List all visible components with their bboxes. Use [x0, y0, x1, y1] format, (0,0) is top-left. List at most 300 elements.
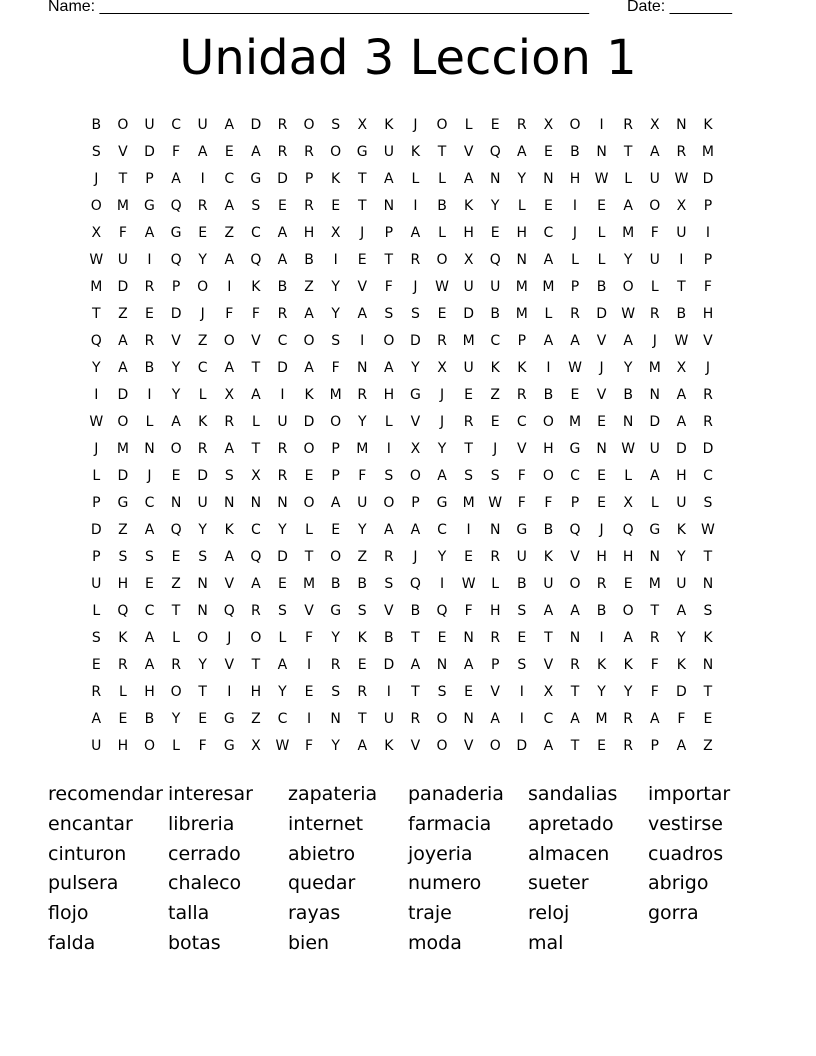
- grid-letter: F: [517, 495, 526, 511]
- grid-row: [83, 112, 721, 139]
- grid-letter: S: [703, 603, 713, 619]
- grid-letter: S: [384, 306, 394, 322]
- word-bank-item: cuadros: [648, 842, 724, 865]
- grid-letter: R: [570, 306, 580, 322]
- grid-letter: Q: [170, 522, 182, 538]
- grid-letter: A: [144, 630, 155, 646]
- grid-letter: W: [701, 522, 715, 538]
- word-bank-item: recomendar: [48, 783, 163, 805]
- grid-letter: T: [171, 603, 181, 619]
- grid-letter: G: [516, 522, 528, 538]
- grid-letter: P: [703, 252, 713, 268]
- grid-letter: L: [571, 252, 579, 268]
- grid-letter: D: [197, 468, 209, 484]
- grid-letter: G: [144, 198, 155, 214]
- grid-letter: S: [224, 468, 234, 484]
- grid-letter: U: [649, 252, 660, 268]
- grid-letter: S: [251, 198, 261, 214]
- grid-letter: I: [466, 522, 471, 538]
- grid-letter: L: [118, 684, 127, 700]
- grid-letter: A: [91, 711, 102, 727]
- word-bank-item: botas: [168, 931, 221, 954]
- grid-letter: K: [224, 522, 234, 538]
- grid-letter: Q: [250, 549, 262, 565]
- grid-letter: I: [200, 171, 205, 187]
- grid-letter: Q: [90, 333, 102, 349]
- grid-row: [83, 193, 721, 220]
- grid-letter: Y: [92, 360, 101, 376]
- grid-letter: W: [435, 279, 449, 295]
- grid-letter: R: [623, 738, 634, 754]
- grid-letter: L: [517, 198, 526, 214]
- grid-letter: X: [357, 117, 368, 133]
- grid-row: [83, 598, 721, 625]
- grid-letter: N: [436, 657, 448, 673]
- grid-letter: R: [649, 630, 660, 646]
- grid-letter: B: [304, 252, 314, 268]
- grid-letter: E: [304, 684, 314, 700]
- grid-letter: A: [118, 360, 128, 376]
- grid-letter: C: [437, 522, 447, 538]
- grid-letter: V: [224, 576, 235, 592]
- grid-letter: C: [490, 333, 501, 349]
- grid-letter: Y: [623, 252, 633, 268]
- grid-letter: J: [413, 549, 418, 565]
- grid-letter: A: [144, 657, 155, 673]
- grid-letter: C: [516, 414, 527, 430]
- grid-letter: L: [92, 603, 101, 619]
- grid-letter: X: [91, 225, 102, 241]
- grid-letter: F: [331, 360, 340, 376]
- grid-letter: N: [489, 522, 501, 538]
- grid-letter: X: [676, 360, 687, 376]
- grid-letter: A: [543, 603, 554, 619]
- grid-letter: E: [623, 576, 633, 592]
- grid-letter: Q: [489, 144, 501, 160]
- grid-letter: O: [622, 603, 634, 619]
- grid-letter: U: [649, 171, 660, 187]
- grid-letter: R: [437, 333, 447, 349]
- grid-letter: I: [546, 360, 551, 376]
- grid-letter: O: [383, 333, 395, 349]
- grid-letter: J: [572, 225, 578, 241]
- grid-letter: M: [462, 333, 475, 349]
- grid-letter: T: [92, 306, 101, 322]
- grid-letter: E: [543, 198, 553, 214]
- grid-letter: K: [357, 630, 367, 646]
- word-bank-item: chaleco: [168, 872, 242, 895]
- grid-letter: E: [224, 144, 234, 160]
- grid-letter: B: [144, 711, 155, 727]
- grid-letter: V: [224, 657, 235, 673]
- grid-letter: R: [410, 711, 421, 727]
- grid-letter: S: [464, 468, 474, 484]
- grid-letter: V: [304, 603, 314, 619]
- grid-letter: I: [386, 684, 391, 700]
- grid-letter: R: [224, 414, 235, 430]
- grid-letter: P: [650, 738, 659, 754]
- grid-letter: A: [251, 576, 261, 592]
- grid-letter: B: [676, 306, 687, 322]
- grid-letter: O: [569, 576, 581, 592]
- grid-letter: X: [437, 360, 447, 376]
- grid-letter: Y: [278, 522, 287, 538]
- grid-letter: V: [171, 333, 181, 349]
- grid-letter: Z: [118, 522, 128, 538]
- grid-letter: V: [570, 549, 580, 565]
- grid-letter: M: [515, 279, 528, 295]
- grid-letter: W: [621, 306, 636, 322]
- grid-letter: V: [357, 279, 368, 295]
- grid-letter: A: [676, 603, 687, 619]
- grid-letter: N: [702, 657, 714, 673]
- grid-letter: O: [569, 117, 581, 133]
- grid-letter: D: [303, 414, 315, 430]
- grid-letter: U: [197, 117, 208, 133]
- grid-letter: A: [490, 711, 500, 727]
- grid-letter: F: [464, 603, 473, 619]
- grid-letter: F: [650, 684, 659, 700]
- word-bank-item: panaderia: [408, 783, 504, 805]
- grid-letter: U: [463, 360, 474, 376]
- grid-letter: A: [649, 468, 660, 484]
- grid-letter: U: [676, 495, 687, 511]
- word-bank-item: mal: [528, 931, 564, 954]
- grid-letter: A: [570, 603, 580, 619]
- word-bank-item: libreria: [168, 812, 235, 835]
- grid-letter: O: [330, 144, 342, 160]
- word-bank-item: bien: [288, 931, 330, 954]
- grid-letter: S: [118, 549, 128, 565]
- grid-letter: J: [413, 117, 418, 133]
- grid-letter: R: [197, 441, 208, 457]
- grid-letter: B: [570, 144, 580, 160]
- grid-letter: R: [277, 144, 288, 160]
- grid-letter: I: [280, 387, 285, 403]
- grid-letter: A: [623, 333, 633, 349]
- grid-letter: F: [225, 306, 234, 322]
- grid-letter: R: [570, 657, 580, 673]
- grid-letter: L: [438, 171, 446, 187]
- grid-letter: O: [117, 414, 129, 430]
- grid-letter: K: [703, 117, 713, 133]
- grid-letter: I: [306, 657, 312, 673]
- grid-letter: L: [650, 495, 659, 511]
- grid-letter: J: [599, 360, 604, 376]
- word-bank-item: gorra: [648, 902, 699, 925]
- grid-letter: E: [145, 306, 154, 322]
- grid-letter: C: [144, 603, 155, 619]
- grid-letter: K: [304, 387, 314, 403]
- grid-letter: A: [384, 171, 394, 187]
- grid-letter: Z: [224, 225, 235, 241]
- grid-letter: B: [490, 306, 500, 322]
- grid-letter: Y: [171, 360, 181, 376]
- grid-letter: S: [278, 603, 287, 619]
- grid-letter: J: [94, 441, 99, 457]
- grid-row: [83, 328, 721, 355]
- grid-letter: S: [384, 468, 394, 484]
- grid-letter: N: [676, 117, 687, 133]
- grid-letter: I: [439, 576, 445, 592]
- grid-letter: A: [437, 468, 447, 484]
- grid-letter: S: [198, 549, 208, 565]
- grid-letter: A: [517, 144, 527, 160]
- grid-letter: L: [624, 171, 633, 187]
- grid-letter: B: [384, 630, 394, 646]
- grid-letter: V: [517, 441, 527, 457]
- grid-letter: A: [623, 630, 633, 646]
- grid-letter: D: [250, 117, 262, 133]
- grid-letter: I: [227, 279, 232, 295]
- grid-letter: T: [411, 684, 420, 700]
- grid-letter: D: [90, 522, 102, 538]
- grid-letter: A: [357, 738, 368, 754]
- grid-letter: E: [597, 414, 606, 430]
- grid-letter: K: [251, 279, 261, 295]
- grid-letter: S: [703, 495, 713, 511]
- word-bank-item: importar: [648, 783, 731, 805]
- grid-letter: M: [116, 198, 129, 214]
- grid-letter: S: [91, 630, 101, 646]
- word-bank-item: cerrado: [168, 842, 241, 865]
- grid-letter: K: [543, 549, 553, 565]
- grid-letter: S: [331, 117, 341, 133]
- grid-letter: Y: [171, 387, 181, 403]
- grid-letter: R: [516, 117, 527, 133]
- grid-letter: E: [331, 522, 341, 538]
- grid-letter: B: [437, 198, 447, 214]
- grid-letter: J: [439, 387, 445, 403]
- page-title: Unidad 3 Leccion 1: [179, 30, 637, 86]
- grid-letter: B: [357, 576, 368, 592]
- grid-letter: K: [703, 630, 713, 646]
- grid-letter: T: [623, 144, 633, 160]
- grid-letter: M: [303, 576, 316, 592]
- word-bank-item: sandalias: [528, 783, 618, 805]
- grid-letter: N: [489, 171, 501, 187]
- grid-letter: O: [303, 441, 315, 457]
- grid-letter: Y: [677, 549, 686, 565]
- grid-letter: W: [488, 495, 503, 511]
- grid-letter: F: [677, 711, 686, 727]
- grid-letter: F: [118, 225, 127, 241]
- grid-letter: X: [251, 738, 261, 754]
- grid-letter: D: [410, 333, 421, 349]
- grid-letter: T: [251, 441, 261, 457]
- grid-letter: Y: [331, 279, 340, 295]
- grid-letter: R: [623, 117, 634, 133]
- grid-letter: A: [543, 738, 554, 754]
- grid-letter: X: [543, 117, 554, 133]
- grid-letter: U: [676, 225, 687, 241]
- grid-letter: L: [384, 414, 393, 430]
- grid-letter: R: [383, 549, 394, 565]
- grid-letter: J: [493, 441, 498, 457]
- grid-letter: I: [599, 630, 604, 646]
- grid-letter: O: [330, 549, 342, 565]
- grid-letter: L: [198, 387, 207, 403]
- grid-letter: K: [410, 144, 421, 160]
- grid-letter: Z: [357, 549, 368, 565]
- grid-letter: E: [543, 144, 553, 160]
- grid-letter: H: [250, 684, 262, 700]
- grid-letter: L: [464, 117, 473, 133]
- grid-letter: F: [172, 144, 181, 160]
- grid-row: [83, 571, 721, 598]
- grid-letter: R: [304, 198, 314, 214]
- grid-letter: I: [333, 252, 338, 268]
- grid-letter: A: [304, 360, 314, 376]
- grid-letter: G: [356, 144, 368, 160]
- grid-row: [83, 301, 721, 328]
- grid-letter: F: [650, 225, 659, 241]
- grid-letter: Q: [569, 522, 581, 538]
- grid-letter: T: [251, 360, 261, 376]
- grid-letter: N: [596, 441, 607, 457]
- grid-letter: U: [490, 279, 501, 295]
- grid-letter: Q: [170, 198, 182, 214]
- grid-letter: U: [463, 279, 474, 295]
- grid-letter: E: [570, 387, 580, 403]
- grid-letter: P: [171, 279, 181, 295]
- grid-letter: U: [91, 576, 102, 592]
- grid-letter: E: [331, 198, 341, 214]
- grid-letter: Q: [170, 252, 182, 268]
- grid-letter: J: [227, 630, 232, 646]
- grid-letter: A: [676, 738, 687, 754]
- word-bank-item: talla: [168, 902, 210, 925]
- grid-letter: I: [519, 684, 524, 700]
- grid-letter: D: [117, 279, 129, 295]
- grid-letter: N: [622, 414, 634, 430]
- grid-letter: R: [277, 117, 288, 133]
- grid-row: [83, 544, 721, 571]
- grid-letter: T: [198, 684, 207, 700]
- grid-letter: G: [117, 495, 129, 511]
- grid-letter: F: [517, 468, 526, 484]
- grid-letter: R: [250, 603, 261, 619]
- grid-letter: V: [410, 738, 421, 754]
- grid-letter: Y: [171, 711, 181, 727]
- grid-letter: O: [197, 630, 209, 646]
- grid-letter: Q: [436, 603, 448, 619]
- grid-letter: N: [277, 495, 288, 511]
- word-bank-item: numero: [408, 872, 482, 895]
- grid-letter: E: [490, 225, 500, 241]
- grid-letter: L: [544, 306, 553, 322]
- grid-letter: B: [596, 279, 607, 295]
- grid-letter: B: [623, 387, 633, 403]
- grid-letter: B: [543, 387, 554, 403]
- grid-letter: F: [703, 279, 712, 295]
- grid-letter: R: [118, 657, 128, 673]
- grid-letter: G: [223, 711, 235, 727]
- grid-letter: U: [383, 711, 394, 727]
- grid-letter: Y: [623, 684, 633, 700]
- grid-row: [83, 706, 721, 733]
- grid-letter: Z: [703, 738, 713, 754]
- grid-letter: E: [171, 549, 181, 565]
- grid-letter: K: [384, 117, 394, 133]
- grid-letter: B: [596, 603, 607, 619]
- grid-letter: T: [650, 603, 660, 619]
- grid-letter: K: [198, 414, 208, 430]
- grid-letter: K: [464, 198, 474, 214]
- grid-letter: R: [330, 657, 341, 673]
- grid-letter: I: [413, 198, 418, 214]
- grid-letter: J: [94, 171, 99, 187]
- grid-letter: H: [144, 684, 155, 700]
- grid-letter: I: [705, 225, 711, 241]
- word-bank-item: flojo: [48, 902, 89, 925]
- word-bank-item: sueter: [528, 872, 589, 895]
- grid-letter: M: [648, 576, 661, 592]
- grid-letter: M: [595, 711, 608, 727]
- grid-letter: W: [275, 738, 290, 754]
- grid-letter: M: [116, 441, 129, 457]
- word-bank-item: pulsera: [48, 872, 119, 895]
- grid-letter: O: [649, 198, 661, 214]
- grid-letter: R: [357, 387, 368, 403]
- grid-letter: E: [278, 198, 287, 214]
- grid-letter: U: [649, 441, 660, 457]
- grid-letter: H: [676, 468, 687, 484]
- grid-letter: M: [515, 306, 528, 322]
- word-bank-item: zapateria: [288, 783, 378, 805]
- grid-letter: E: [304, 468, 314, 484]
- word-bank: [48, 780, 768, 959]
- grid-letter: T: [304, 549, 314, 565]
- grid-letter: O: [170, 441, 182, 457]
- grid-letter: G: [330, 603, 342, 619]
- grid-letter: X: [543, 684, 554, 700]
- grid-letter: D: [117, 387, 129, 403]
- grid-letter: T: [437, 144, 447, 160]
- grid-letter: C: [543, 225, 554, 241]
- grid-letter: Y: [357, 522, 367, 538]
- grid-letter: S: [517, 603, 527, 619]
- grid-letter: Z: [490, 387, 500, 403]
- grid-letter: F: [198, 738, 207, 754]
- grid-letter: R: [144, 279, 155, 295]
- grid-letter: P: [570, 279, 580, 295]
- grid-letter: A: [171, 414, 181, 430]
- grid-letter: U: [144, 117, 155, 133]
- grid-letter: H: [117, 738, 129, 754]
- grid-letter: K: [490, 360, 500, 376]
- grid-letter: I: [519, 711, 524, 727]
- grid-letter: L: [145, 414, 154, 430]
- grid-letter: P: [92, 549, 101, 565]
- grid-letter: E: [118, 711, 128, 727]
- grid-letter: K: [596, 657, 607, 673]
- grid-letter: V: [410, 414, 421, 430]
- grid-letter: I: [94, 387, 99, 403]
- grid-letter: R: [171, 657, 181, 673]
- grid-letter: E: [490, 414, 500, 430]
- grid-letter: S: [145, 549, 154, 565]
- grid-letter: T: [703, 684, 713, 700]
- grid-letter: J: [413, 279, 418, 295]
- grid-letter: T: [464, 441, 473, 457]
- grid-letter: A: [570, 333, 580, 349]
- grid-letter: F: [251, 306, 260, 322]
- grid-letter: A: [197, 144, 208, 160]
- grid-letter: L: [251, 414, 260, 430]
- grid-letter: W: [568, 360, 582, 376]
- grid-letter: U: [543, 576, 554, 592]
